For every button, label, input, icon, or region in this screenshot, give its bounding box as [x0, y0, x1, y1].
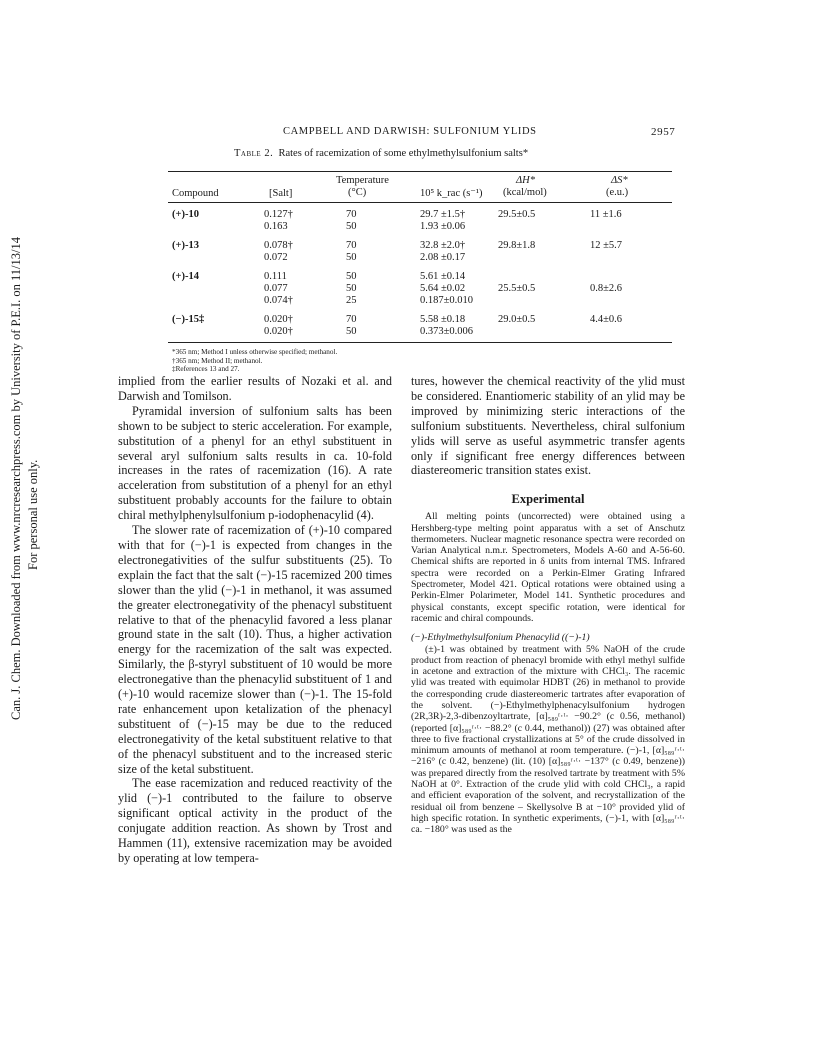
footnote: †365 nm; Method II; methanol. — [172, 356, 263, 365]
salt-cell: 0.111 — [264, 271, 287, 282]
header-ds-unit: (e.u.) — [606, 187, 629, 198]
salt-cell: 0.127† — [264, 209, 293, 220]
krac-cell: 32.8 ±2.0† — [420, 240, 466, 251]
ds-cell: 12 ±5.7 — [590, 240, 623, 251]
table-header — [168, 172, 672, 202]
table-header-rule — [168, 202, 672, 203]
page-header — [0, 126, 815, 142]
table-caption-text: Rates of racemization of some ethylmethylsulfonium salts* — [278, 148, 529, 159]
header-compound: Compound — [172, 188, 219, 199]
table-row-group — [168, 240, 672, 264]
paragraph: The ease racemization and reduced reactivity of the ylid (−)-1 contributed to the failure to observe significant optical activity in the product of the conjugate addition reaction. As shown by Trost and Hammen (11), extensive racemization may be avoided by operating at low tempera- — [118, 776, 392, 865]
download-notice: Can. J. Chem. Downloaded from www.nrcresearchpress.com by University of P.E.I. on 11/13/14 — [9, 236, 23, 720]
salt-cell: 0.077 — [264, 283, 288, 294]
salt-cell: 0.163 — [264, 221, 288, 232]
compound-cell: (+)-14 — [172, 271, 199, 282]
temperature-cell: 50 — [346, 271, 357, 282]
footnote: *365 nm; Method I unless otherwise specified; methanol. — [172, 348, 338, 356]
temperature-cell: 70 — [346, 240, 357, 251]
temperature-cell: 70 — [346, 314, 357, 325]
left-column — [118, 374, 392, 866]
table-row-group — [168, 314, 672, 338]
download-sidebar — [8, 200, 44, 720]
salt-cell: 0.074† — [264, 295, 293, 306]
paragraph: The slower rate of racemization of (+)-10 compared with that for (−)-1 is expected from changes in the electronegativities of the sulfur substituents (25). To explain the fact that the salt (−)-15 racemized 200 times slower than the ylid (−)-1 in methanol, it was assumed the greater electronegativity of the phenacyl substituent relative to that of the phenacylid favored a less planar ground state in the salt (10). Thus, a higher activation energy for the racemization of the salt was expected. Similarly, the β-styryl substituent of 10 would be more electronegative than the phenacylid substituent of 1 and (+)-10 would racemize slower than (−)-1. The 15-fold rate enhancement upon ketalization of the phenacyl substituent of (−)-15 may be due to the reduced electronegativity of the ketal substituent relative to that of the phenacyl substituent and to the increased steric size of the ketal substituent. — [118, 523, 392, 776]
dh-cell: 29.8±1.8 — [498, 240, 536, 251]
compound-cell: (−)-15‡ — [172, 314, 205, 325]
table-body — [168, 209, 672, 338]
footnote: ‡References 13 and 27. — [172, 365, 240, 373]
salt-cell: 0.078† — [264, 240, 293, 251]
compound-cell: (+)-13 — [172, 240, 199, 251]
ds-cell: 0.8±2.6 — [590, 283, 623, 294]
salt-cell: 0.020† — [264, 326, 293, 337]
temperature-cell: 70 — [346, 209, 357, 220]
right-column — [411, 374, 685, 836]
compound-cell: (+)-10 — [172, 209, 199, 220]
paragraph: tures, however the chemical reactivity of the ylid must be considered. Enantiomeric stability of an ylid may be improved by minimizing steric interactions of the sulfonium substituents. Nevertheless, chiral sulfonium ylids will serve as useful asymmetric transfer agents only if significant free energy differences between diastereomeric transition states exist. — [411, 374, 685, 478]
dh-cell: 29.0±0.5 — [498, 314, 536, 325]
header-dh: ΔH* — [516, 175, 535, 186]
paragraph: Pyramidal inversion of sulfonium salts has been shown to be subject to steric acceleration. For example, substitution of a phenyl for an ethyl substituent in several aryl sulfonium salts results in ca. 10-fold increases in the rates of racemization (16). A rate acceleration from substitution of a phenyl for an ethyl substituent probably accounts for the failure to obtain chiral methylphenylsulfonium p-iodophenacylid (4). — [118, 403, 392, 523]
header-temperature: Temperature — [336, 175, 389, 186]
temperature-cell: 25 — [346, 295, 357, 306]
table-row-group — [168, 209, 672, 233]
krac-cell: 1.93 ±0.06 — [420, 221, 466, 232]
krac-cell: 29.7 ±1.5† — [420, 209, 466, 220]
krac-cell: 5.58 ±0.18 — [420, 314, 466, 325]
krac-cell: 5.61 ±0.14 — [420, 271, 466, 282]
page-number: 2957 — [651, 126, 676, 138]
krac-cell: 5.64 ±0.02 — [420, 283, 466, 294]
table-caption — [234, 148, 528, 159]
temperature-cell: 50 — [346, 326, 357, 337]
salt-cell: 0.020† — [264, 314, 293, 325]
ds-cell: 11 ±1.6 — [590, 209, 622, 220]
temperature-cell: 50 — [346, 252, 357, 263]
krac-cell: 0.187±0.010 — [420, 295, 474, 306]
header-krac: 10⁵ k_rac (s⁻¹) — [420, 188, 483, 199]
header-ds: ΔS* — [611, 175, 628, 186]
racemization-table — [168, 171, 672, 343]
paragraph: implied from the earlier results of Nozaki et al. and Darwish and Tomilson. — [118, 374, 392, 403]
salt-cell: 0.072 — [264, 252, 288, 263]
running-title: CAMPBELL AND DARWISH: SULFONIUM YLIDS — [283, 126, 537, 137]
ds-cell: 4.4±0.6 — [590, 314, 623, 325]
header-temperature-unit: (°C) — [348, 187, 367, 198]
dh-cell: 29.5±0.5 — [498, 209, 536, 220]
table-row-group — [168, 271, 672, 307]
paragraph: (±)-1 was obtained by treatment with 5% NaOH of the crude product from reaction of phenacyl bromide with ethyl methyl sulfide in acetone and extraction of the mixture with CHCl₃. The racemic ylid was treated with equimolar HDBT (26) in methanol to provide the corresponding crude diastereomeric tartrates after evaporation of the solvent. (−)-Ethylmethylphenacylsulfonium hydrogen (2R,3R)-2,3-dibenzoyltartrate, [α]₅₈₉ʳ·ᵗ· −90.2° (c 0.56, methanol) (reported [α]₅₈₉ʳ·ᵗ· −88.2° (c 0.44, methanol)) (27) was obtained after three to five fractional crystallizations at 5° of the crude dissolved in minimum amounts of methanol at room temperature. (−)-1, [α]₅₈₉ʳ·ᵗ· −216° (c 0.42, benzene) (lit. (10) [α]₅₈₉ʳ·ᵗ· −137° (c 0.49, benzene)) was prepared directly from the resolved tartrate by treatment with 5% NaOH at 0°. Extraction of the crude ylid with cold CHCl₃, a rapid and efficient evaporation of the solvent, and recrystallization of the residual oil from benzene – Skellysolve B at −10° provided ylid of high specific rotation. In synthetic experiments, (−)-1, with [α]₅₈₉ʳ·ᵗ· ca. −180° was used as the — [411, 643, 685, 836]
dh-cell: 25.5±0.5 — [498, 283, 536, 294]
temperature-cell: 50 — [346, 283, 357, 294]
paragraph: All melting points (uncorrected) were obtained using a Hershberg-type melting point apparatus with a set of Anschutz thermometers. Nuclear magnetic resonance spectra were recorded on Varian Analytical n.m.r. Spectrometers, Models A-60 and A-56-60. Chemical shifts are reported in δ units from internal TMS. Infrared spectra were recorded on a Perkin-Elmer Grating Infrared Spectrometer, Model 421. Optical rotations were obtained using a Perkin-Elmer Polarimeter, Model 141. Synthetic procedures and physical constants, except specific rotation, were identical for racemic and chiral compounds. — [411, 511, 685, 624]
header-salt: [Salt] — [269, 188, 293, 199]
section-heading: Experimental — [511, 492, 585, 507]
krac-cell: 2.08 ±0.17 — [420, 252, 466, 263]
table-footnotes — [172, 348, 337, 374]
subheading: (−)-Ethylmethylsulfonium Phenacylid ((−)-1) — [411, 632, 590, 644]
table-label: Table 2. — [234, 148, 274, 159]
personal-use-notice: For personal use only. — [26, 459, 40, 570]
table-bottom-rule — [168, 342, 672, 343]
krac-cell: 0.373±0.006 — [420, 326, 474, 337]
temperature-cell: 50 — [346, 221, 357, 232]
header-dh-unit: (kcal/mol) — [503, 187, 547, 198]
